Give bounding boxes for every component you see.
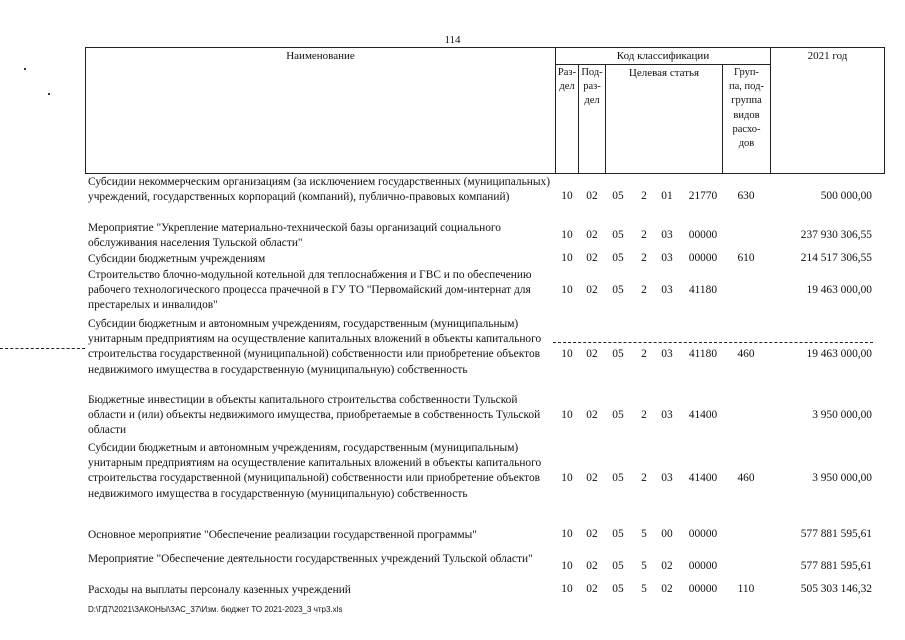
row-name: Субсидии бюджетным учреждениям bbox=[88, 253, 266, 265]
row-amount: 577 881 595,61 bbox=[800, 528, 872, 540]
row-group: 610 bbox=[737, 252, 755, 264]
row-subsection: 02 bbox=[586, 409, 598, 421]
row-program: 05 bbox=[612, 229, 624, 241]
row-group: 630 bbox=[737, 190, 755, 202]
page-number: 114 bbox=[444, 34, 461, 46]
row-group: 460 bbox=[737, 348, 755, 360]
row-event: 03 bbox=[661, 252, 673, 264]
row-subprogram: 2 bbox=[641, 472, 647, 484]
row-program: 05 bbox=[612, 252, 624, 264]
row-subprogram: 2 bbox=[641, 409, 647, 421]
row-name: Бюджетные инвестиции в объекты капитального строительства собственности Тульской области и (или) объекты недвижимого имущества, приобретаемые в собственность Тульской области bbox=[88, 394, 541, 437]
row-event: 03 bbox=[661, 409, 673, 421]
row-amount: 237 930 306,55 bbox=[800, 229, 872, 241]
row-direction: 00000 bbox=[688, 583, 718, 595]
row-program: 05 bbox=[612, 284, 624, 296]
row-group: 460 bbox=[737, 472, 755, 484]
row-name: Расходы на выплаты персоналу казенных учреждений bbox=[88, 584, 351, 596]
row-name: Мероприятие "Обеспечение деятельности государственных учреждений Тульской области" bbox=[88, 553, 533, 565]
row-amount: 500 000,00 bbox=[820, 190, 872, 202]
header-year-label: 2021 год bbox=[807, 50, 848, 62]
header-name-cell bbox=[85, 47, 556, 174]
header-subsection-label: Под- раз- дел bbox=[581, 67, 603, 107]
row-program: 05 bbox=[612, 583, 624, 595]
row-subprogram: 2 bbox=[641, 252, 647, 264]
row-section: 10 bbox=[561, 348, 573, 360]
row-section: 10 bbox=[561, 284, 573, 296]
row-subprogram: 2 bbox=[641, 348, 647, 360]
row-section: 10 bbox=[561, 190, 573, 202]
row-subprogram: 5 bbox=[641, 528, 647, 540]
row-event: 03 bbox=[661, 229, 673, 241]
row-program: 05 bbox=[612, 190, 624, 202]
row-subsection: 02 bbox=[586, 472, 598, 484]
row-name: Субсидии бюджетным и автономным учреждениям, государственным (муниципальным) унитарным предприятиям на осуществление капитальных вложений в объекты капитального строительства государственной (муниципальной) собственности или приобретение объектов недвижимого имущества в государственную (муниципальную) собственность bbox=[88, 442, 542, 500]
row-direction: 41400 bbox=[688, 472, 718, 484]
scan-speck bbox=[24, 68, 26, 70]
row-direction: 00000 bbox=[688, 560, 718, 572]
row-section: 10 bbox=[561, 229, 573, 241]
scan-speck bbox=[48, 93, 50, 95]
scan-artifact-line bbox=[553, 342, 873, 343]
row-amount: 3 950 000,00 bbox=[812, 409, 872, 421]
row-subsection: 02 bbox=[586, 284, 598, 296]
row-program: 05 bbox=[612, 409, 624, 421]
row-name: Субсидии некоммерческим организациям (за исключением государственных (муниципальных) учреждений, государственных корпораций (компаний), публично-правовых компаний) bbox=[88, 176, 551, 204]
row-subprogram: 2 bbox=[641, 190, 647, 202]
row-direction: 41180 bbox=[688, 348, 718, 360]
row-amount: 577 881 595,61 bbox=[800, 560, 872, 572]
row-subsection: 02 bbox=[586, 528, 598, 540]
row-name: Строительство блочно-модульной котельной для теплоснабжения и ГВС и по обеспечению рабочего технологического процесса прачечной в ГУ ТО "Первомайский дом-интернат для престарелых и инвалидов" bbox=[88, 269, 532, 312]
row-subprogram: 2 bbox=[641, 284, 647, 296]
row-direction: 21770 bbox=[688, 190, 718, 202]
row-section: 10 bbox=[561, 409, 573, 421]
row-program: 05 bbox=[612, 560, 624, 572]
row-section: 10 bbox=[561, 528, 573, 540]
header-group-label: Груп- па, под- группа видов расхо- дов bbox=[729, 67, 764, 149]
row-event: 03 bbox=[661, 348, 673, 360]
row-program: 05 bbox=[612, 472, 624, 484]
row-event: 03 bbox=[661, 472, 673, 484]
row-subsection: 02 bbox=[586, 229, 598, 241]
row-section: 10 bbox=[561, 472, 573, 484]
row-subsection: 02 bbox=[586, 348, 598, 360]
row-name: Основное мероприятие "Обеспечение реализации государственной программы" bbox=[88, 529, 477, 541]
row-direction: 00000 bbox=[688, 229, 718, 241]
header-name-label: Наименование bbox=[286, 50, 355, 62]
row-direction: 41180 bbox=[688, 284, 718, 296]
row-group: 110 bbox=[737, 583, 755, 595]
row-section: 10 bbox=[561, 252, 573, 264]
row-event: 02 bbox=[661, 583, 673, 595]
header-target-label: Целевая статья bbox=[628, 67, 700, 79]
row-subsection: 02 bbox=[586, 583, 598, 595]
row-name: Субсидии бюджетным и автономным учреждениям, государственным (муниципальным) унитарным предприятиям на осуществление капитальных вложений в объекты капитального строительства государственной (муниципальной) собственности или приобретение объектов недвижимого имущества в государственную (муниципальную) собственность bbox=[88, 318, 542, 376]
row-program: 05 bbox=[612, 348, 624, 360]
row-amount: 3 950 000,00 bbox=[812, 472, 872, 484]
row-event: 03 bbox=[661, 284, 673, 296]
row-direction: 00000 bbox=[688, 528, 718, 540]
header-year-cell bbox=[770, 47, 885, 174]
header-code-label: Код классификации bbox=[616, 50, 710, 62]
row-program: 05 bbox=[612, 528, 624, 540]
row-subsection: 02 bbox=[586, 560, 598, 572]
row-section: 10 bbox=[561, 560, 573, 572]
row-event: 01 bbox=[661, 190, 673, 202]
row-amount: 505 303 146,32 bbox=[800, 583, 872, 595]
row-section: 10 bbox=[561, 583, 573, 595]
row-amount: 19 463 000,00 bbox=[806, 284, 872, 296]
footer-file-path: D:\ГД7\2021\ЗАКОНЫ\ЗАС_37\Изм. бюджет ТО 2021-2023_3 чтр3.xls bbox=[88, 605, 343, 614]
row-direction: 41400 bbox=[688, 409, 718, 421]
header-section-label: Раз- дел bbox=[557, 67, 577, 93]
row-subprogram: 5 bbox=[641, 560, 647, 572]
row-direction: 00000 bbox=[688, 252, 718, 264]
row-event: 02 bbox=[661, 560, 673, 572]
row-subsection: 02 bbox=[586, 190, 598, 202]
row-event: 00 bbox=[661, 528, 673, 540]
row-subprogram: 5 bbox=[641, 583, 647, 595]
row-subprogram: 2 bbox=[641, 229, 647, 241]
row-name: Мероприятие "Укрепление материально-технической базы организаций социального обслуживания населения Тульской области" bbox=[88, 222, 501, 250]
row-amount: 19 463 000,00 bbox=[806, 348, 872, 360]
row-subsection: 02 bbox=[586, 252, 598, 264]
scan-artifact-line bbox=[0, 348, 85, 349]
row-amount: 214 517 306,55 bbox=[800, 252, 872, 264]
